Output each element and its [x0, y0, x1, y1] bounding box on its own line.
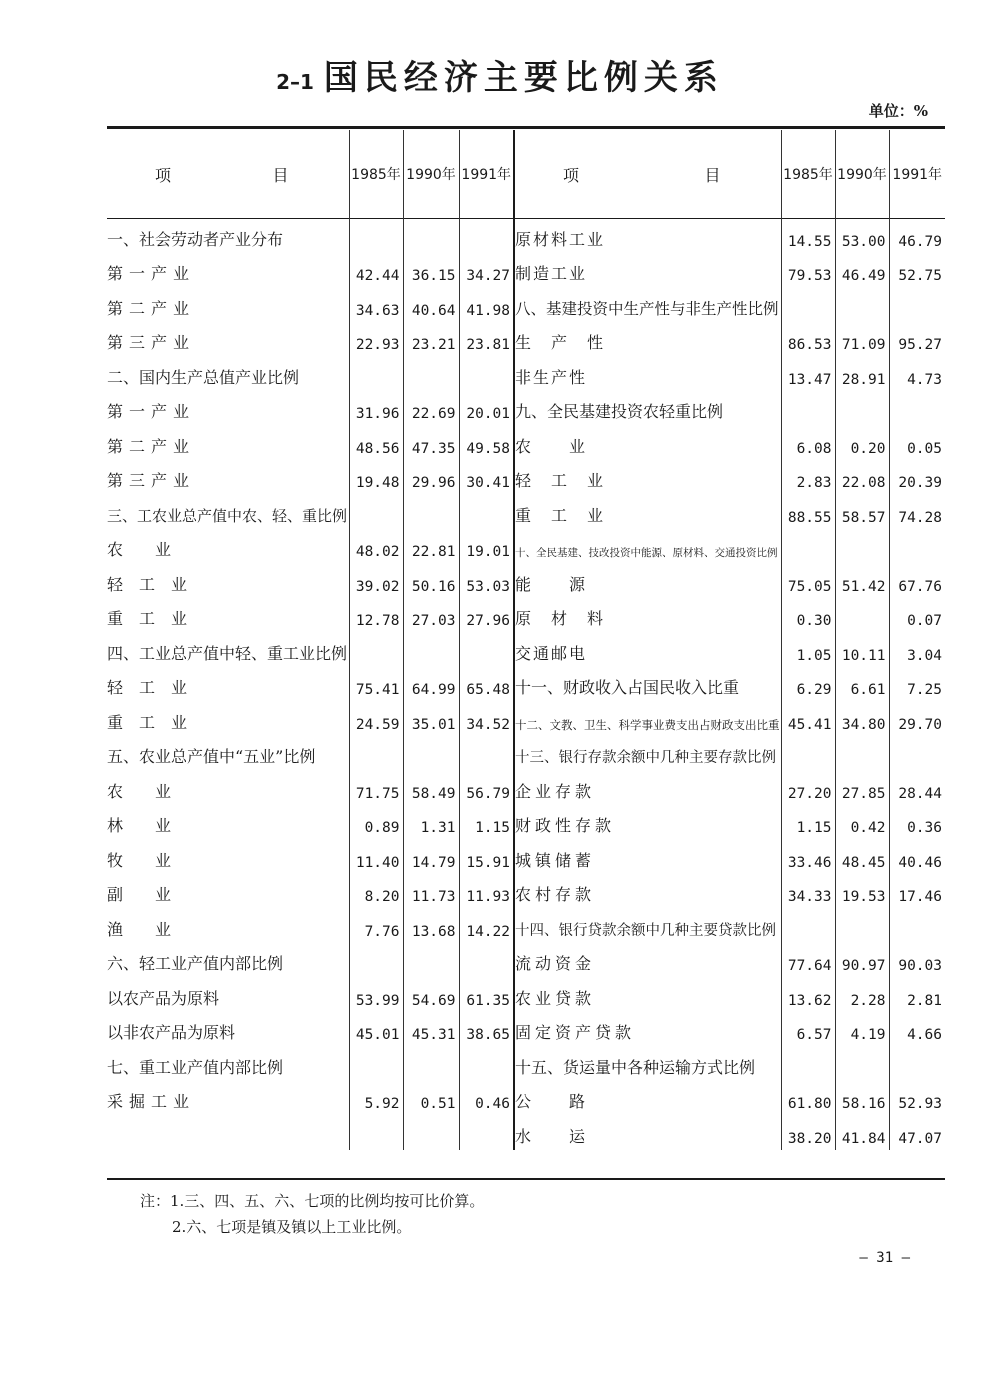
right-item-label: 城镇储蓄 — [514, 839, 781, 874]
footnote: 注：1.三、四、五、六、七项的比例均按可比价算。 — [140, 1192, 485, 1210]
right-value-1991: 74.28 — [898, 509, 942, 526]
left-value-1990: 13.68 — [403, 908, 459, 943]
left-item-label: 牧 业 — [107, 839, 349, 874]
left-item-label: 林 业 — [107, 805, 349, 840]
bottom-rule — [107, 1178, 945, 1180]
left-value-1985 — [349, 736, 403, 771]
right-item-label: 农村存款 — [514, 874, 781, 909]
left-value-1985: 0.89 — [349, 805, 403, 840]
right-value-1985: 13.47 — [781, 356, 835, 391]
right-value-1985: 2.83 — [781, 460, 835, 495]
right-value-1990: 46.49 — [835, 253, 889, 288]
left-item-label: 三、工农业总产值中农、轻、重比例 — [107, 494, 349, 529]
table-row — [107, 874, 945, 909]
right-value-1985: 6.57 — [781, 1012, 835, 1047]
right-item-label: 非生产性 — [514, 356, 781, 391]
right-item-label: 农 业 — [514, 425, 781, 460]
right-value-1985: 33.46 — [781, 839, 835, 874]
right-value-1990: 2.28 — [835, 977, 889, 1012]
left-item-label: 七、重工业产值内部比例 — [107, 1046, 349, 1081]
right-value-1985: 27.20 — [781, 770, 835, 805]
left-value-1990 — [403, 943, 459, 978]
table-number: 2–1 — [276, 70, 314, 94]
right-value-1985 — [781, 529, 835, 564]
right-value-1991: 0.07 — [907, 613, 942, 629]
right-value-1990: 53.00 — [835, 218, 889, 253]
table-title-text: 国民经济主要比例关系 — [323, 58, 724, 98]
table-row — [107, 1115, 945, 1150]
right-value-1991: 47.07 — [898, 1130, 942, 1147]
right-item-label: 轻 工 业 — [514, 460, 781, 495]
left-value-1985: 34.63 — [349, 287, 403, 322]
right-value-1990: 0.42 — [835, 805, 889, 840]
left-item-label: 农 业 — [107, 529, 349, 564]
left-item-label: 重 工 业 — [107, 598, 349, 633]
right-value-1985: 1.05 — [781, 632, 835, 667]
left-item-label: 重 工 业 — [107, 701, 349, 736]
left-value-1990 — [403, 632, 459, 667]
right-value-1990: 51.42 — [835, 563, 889, 598]
right-value-1990: 90.97 — [835, 943, 889, 978]
left-value-1991: 0.46 — [459, 1081, 514, 1116]
table-row — [107, 977, 945, 1012]
page-title — [0, 50, 1000, 99]
left-item-label: 轻 工 业 — [107, 667, 349, 702]
left-value-1985 — [349, 1046, 403, 1081]
left-value-1985: 48.56 — [349, 425, 403, 460]
right-value-1990 — [835, 529, 889, 564]
top-rule — [107, 126, 945, 129]
left-value-1990: 36.15 — [403, 253, 459, 288]
right-value-1991 — [889, 1046, 945, 1081]
left-item-label: 五、农业总产值中“五业”比例 — [107, 736, 349, 771]
left-value-1990: 1.31 — [403, 805, 459, 840]
ratio-table — [107, 130, 945, 1150]
left-value-1990: 22.81 — [403, 529, 459, 564]
left-item-label: 四、工业总产值中轻、重工业比例 — [107, 632, 349, 667]
left-value-1991: 34.52 — [459, 701, 514, 736]
left-value-1990 — [403, 1046, 459, 1081]
left-value-1990: 58.49 — [403, 770, 459, 805]
left-value-1985 — [349, 632, 403, 667]
table-row — [107, 839, 945, 874]
table-row — [107, 943, 945, 978]
right-value-1990 — [835, 391, 889, 426]
right-year-header: 1990年 — [835, 130, 889, 218]
left-value-1985: 75.41 — [349, 667, 403, 702]
right-value-1985: 75.05 — [781, 563, 835, 598]
left-value-1985: 71.75 — [349, 770, 403, 805]
page-number: — 31 — — [859, 1250, 910, 1266]
right-item-label: 十三、银行存款余额中几种主要存款比例 — [514, 736, 781, 771]
table-row — [107, 1012, 945, 1047]
table-row — [107, 425, 945, 460]
right-value-1991 — [889, 391, 945, 426]
left-value-1990: 29.96 — [403, 460, 459, 495]
right-value-1991: 2.81 — [907, 992, 942, 1009]
right-value-1991: 46.79 — [898, 233, 942, 250]
left-value-1991 — [459, 1046, 514, 1081]
right-value-1985: 14.55 — [781, 218, 835, 253]
left-item-label: 渔 业 — [107, 908, 349, 943]
right-value-1990: 6.61 — [835, 667, 889, 702]
left-value-1990: 22.69 — [403, 391, 459, 426]
table-header-row — [107, 130, 945, 218]
table-row — [107, 218, 945, 253]
right-value-1991: 17.46 — [898, 889, 942, 905]
right-value-1991: 4.73 — [907, 371, 942, 388]
left-value-1990 — [403, 736, 459, 771]
right-value-1991: 29.70 — [898, 716, 942, 733]
left-value-1985 — [349, 943, 403, 978]
right-item-header: 项 目 — [514, 130, 781, 218]
right-value-1991: 52.93 — [898, 1096, 942, 1112]
left-value-1991: 38.65 — [459, 1012, 514, 1047]
right-value-1990: 41.84 — [835, 1115, 889, 1150]
table-row — [107, 1046, 945, 1081]
left-value-1985: 12.78 — [349, 598, 403, 633]
right-value-1991: 20.39 — [898, 475, 942, 491]
right-item-label: 九、全民基建投资农轻重比例 — [514, 391, 781, 426]
right-value-1985: 6.08 — [781, 425, 835, 460]
right-item-label: 企业存款 — [514, 770, 781, 805]
right-item-label: 水 运 — [514, 1115, 781, 1150]
left-value-1990: 54.69 — [403, 977, 459, 1012]
left-value-1990 — [403, 494, 459, 529]
left-value-1991: 49.58 — [459, 425, 514, 460]
right-value-1991 — [889, 287, 945, 322]
left-value-1985: 11.40 — [349, 839, 403, 874]
table-row — [107, 1081, 945, 1116]
left-value-1990: 64.99 — [403, 667, 459, 702]
left-value-1991: 15.91 — [459, 839, 514, 874]
left-value-1991 — [459, 1115, 514, 1150]
right-value-1985: 79.53 — [781, 253, 835, 288]
right-item-label: 十、全民基建、技改投资中能源、原材料、交通投资比例 — [514, 529, 781, 564]
right-value-1990: 58.16 — [835, 1081, 889, 1116]
table-row — [107, 701, 945, 736]
left-value-1990 — [403, 1115, 459, 1150]
right-value-1985: 61.80 — [781, 1081, 835, 1116]
left-value-1991 — [459, 494, 514, 529]
right-item-label: 交通邮电 — [514, 632, 781, 667]
left-item-label: 一、社会劳动者产业分布 — [107, 218, 349, 253]
left-value-1990: 40.64 — [403, 287, 459, 322]
right-item-label: 十五、货运量中各种运输方式比例 — [514, 1046, 781, 1081]
left-item-label: 采掘工业 — [107, 1081, 349, 1116]
table-row — [107, 322, 945, 357]
left-year-header: 1990年 — [403, 130, 459, 218]
right-value-1985 — [781, 908, 835, 943]
left-value-1991: 11.93 — [459, 874, 514, 909]
left-value-1991: 61.35 — [459, 977, 514, 1012]
table-row — [107, 356, 945, 391]
table-row — [107, 770, 945, 805]
right-value-1990 — [835, 1046, 889, 1081]
left-year-header: 1991年 — [459, 130, 514, 218]
left-value-1990: 0.51 — [403, 1081, 459, 1116]
left-value-1990: 35.01 — [403, 701, 459, 736]
left-value-1985 — [349, 218, 403, 253]
right-value-1985 — [781, 287, 835, 322]
left-value-1985: 8.20 — [349, 874, 403, 909]
right-item-label: 公 路 — [514, 1081, 781, 1116]
right-value-1985: 13.62 — [781, 977, 835, 1012]
left-item-label: 第二产业 — [107, 425, 349, 460]
right-value-1985: 1.15 — [781, 805, 835, 840]
right-value-1990: 71.09 — [835, 322, 889, 357]
left-value-1990: 50.16 — [403, 563, 459, 598]
left-value-1985: 22.93 — [349, 322, 403, 357]
right-value-1991: 4.66 — [907, 1027, 942, 1043]
left-item-header: 项 目 — [107, 130, 349, 218]
left-value-1985: 53.99 — [349, 977, 403, 1012]
right-item-label: 财政性存款 — [514, 805, 781, 840]
right-value-1990: 28.91 — [835, 356, 889, 391]
left-value-1991 — [459, 218, 514, 253]
left-value-1985: 5.92 — [349, 1081, 403, 1116]
left-value-1990: 45.31 — [403, 1012, 459, 1047]
right-item-label: 十二、文教、卫生、科学事业费支出占财政支出比重 — [514, 701, 781, 736]
right-item-label: 十四、银行贷款余额中几种主要贷款比例 — [514, 908, 781, 943]
left-value-1991: 56.79 — [459, 770, 514, 805]
left-item-label: 第一产业 — [107, 391, 349, 426]
left-value-1991: 34.27 — [459, 253, 514, 288]
right-value-1991: 3.04 — [907, 647, 942, 664]
table-row — [107, 563, 945, 598]
footnote: 2.六、七项是镇及镇以上工业比例。 — [172, 1218, 412, 1236]
left-value-1991: 27.96 — [459, 598, 514, 633]
left-value-1985 — [349, 356, 403, 391]
table-row — [107, 667, 945, 702]
left-value-1991: 23.81 — [459, 322, 514, 357]
right-value-1990: 4.19 — [835, 1012, 889, 1047]
left-item-label: 以非农产品为原料 — [107, 1012, 349, 1047]
table-row — [107, 598, 945, 633]
right-value-1985: 6.29 — [781, 667, 835, 702]
right-item-label: 原材料工业 — [514, 218, 781, 253]
left-item-label: 第二产业 — [107, 287, 349, 322]
right-value-1991 — [889, 908, 945, 943]
right-value-1985: 0.30 — [781, 598, 835, 633]
right-item-label: 重 工 业 — [514, 494, 781, 529]
right-item-label: 八、基建投资中生产性与非生产性比例 — [514, 287, 781, 322]
left-value-1990: 14.79 — [403, 839, 459, 874]
table-row — [107, 391, 945, 426]
left-value-1991 — [459, 943, 514, 978]
right-value-1991: 28.44 — [898, 785, 942, 802]
right-value-1991: 90.03 — [898, 958, 942, 974]
table-row — [107, 529, 945, 564]
left-value-1985: 31.96 — [349, 391, 403, 426]
right-value-1990: 19.53 — [835, 874, 889, 909]
left-value-1985: 39.02 — [349, 563, 403, 598]
left-value-1985: 42.44 — [349, 253, 403, 288]
right-value-1991: 40.46 — [898, 854, 942, 871]
right-year-header: 1985年 — [781, 130, 835, 218]
left-value-1990: 27.03 — [403, 598, 459, 633]
left-item-label: 第三产业 — [107, 460, 349, 495]
left-value-1990: 23.21 — [403, 322, 459, 357]
right-item-label: 制造工业 — [514, 253, 781, 288]
right-item-label: 固定资产贷款 — [514, 1012, 781, 1047]
left-item-label — [107, 1115, 349, 1150]
right-item-label: 十一、财政收入占国民收入比重 — [514, 667, 781, 702]
right-item-label: 能 源 — [514, 563, 781, 598]
right-value-1991 — [889, 529, 945, 564]
right-value-1985 — [781, 1046, 835, 1081]
right-value-1990 — [835, 736, 889, 771]
right-value-1991: 0.05 — [907, 440, 942, 457]
right-value-1985 — [781, 391, 835, 426]
right-value-1990 — [835, 287, 889, 322]
left-value-1991: 14.22 — [459, 908, 514, 943]
right-value-1985: 77.64 — [781, 943, 835, 978]
right-item-label: 生 产 性 — [514, 322, 781, 357]
left-value-1991: 53.03 — [459, 563, 514, 598]
left-value-1990 — [403, 218, 459, 253]
footnotes — [140, 1188, 484, 1240]
left-value-1991 — [459, 356, 514, 391]
right-value-1990: 0.20 — [835, 425, 889, 460]
left-value-1985: 48.02 — [349, 529, 403, 564]
right-value-1990: 34.80 — [835, 701, 889, 736]
left-value-1985 — [349, 1115, 403, 1150]
right-value-1990: 10.11 — [835, 632, 889, 667]
right-value-1990: 27.85 — [835, 770, 889, 805]
right-value-1985: 38.20 — [781, 1115, 835, 1150]
table-row — [107, 736, 945, 771]
right-item-label: 农业贷款 — [514, 977, 781, 1012]
left-item-label: 第一产业 — [107, 253, 349, 288]
left-value-1991 — [459, 736, 514, 771]
left-value-1985: 45.01 — [349, 1012, 403, 1047]
table-row — [107, 805, 945, 840]
right-value-1991: 67.76 — [898, 578, 942, 595]
right-value-1985: 45.41 — [781, 701, 835, 736]
table-row — [107, 460, 945, 495]
table-row — [107, 908, 945, 943]
left-item-label: 第三产业 — [107, 322, 349, 357]
unit-label: 单位：% — [868, 102, 928, 120]
left-item-label: 副 业 — [107, 874, 349, 909]
right-value-1990: 58.57 — [835, 494, 889, 529]
table-row — [107, 287, 945, 322]
right-value-1985: 86.53 — [781, 322, 835, 357]
left-year-header: 1985年 — [349, 130, 403, 218]
left-item-label: 以农产品为原料 — [107, 977, 349, 1012]
right-value-1985: 34.33 — [781, 874, 835, 909]
right-value-1990: 22.08 — [835, 460, 889, 495]
left-value-1990: 47.35 — [403, 425, 459, 460]
left-item-label: 农 业 — [107, 770, 349, 805]
right-item-label: 流动资金 — [514, 943, 781, 978]
left-value-1991: 41.98 — [459, 287, 514, 322]
right-value-1991: 95.27 — [898, 337, 942, 353]
right-value-1985: 88.55 — [781, 494, 835, 529]
table-row — [107, 253, 945, 288]
right-value-1991: 52.75 — [898, 268, 942, 284]
right-year-header: 1991年 — [892, 167, 943, 183]
left-item-label: 轻 工 业 — [107, 563, 349, 598]
right-value-1990 — [835, 598, 889, 633]
left-value-1985: 19.48 — [349, 460, 403, 495]
right-value-1991: 7.25 — [907, 682, 942, 698]
right-value-1990 — [835, 908, 889, 943]
left-value-1985: 7.76 — [349, 908, 403, 943]
right-value-1990: 48.45 — [835, 839, 889, 874]
table-row — [107, 632, 945, 667]
left-value-1991: 1.15 — [459, 805, 514, 840]
right-item-label: 原 材 料 — [514, 598, 781, 633]
left-value-1985 — [349, 494, 403, 529]
left-value-1991: 30.41 — [459, 460, 514, 495]
left-value-1991: 65.48 — [459, 667, 514, 702]
left-value-1991: 20.01 — [459, 391, 514, 426]
left-item-label: 六、轻工业产值内部比例 — [107, 943, 349, 978]
right-value-1991: 0.36 — [907, 820, 942, 836]
left-value-1990: 11.73 — [403, 874, 459, 909]
right-value-1991 — [889, 736, 945, 771]
left-value-1985: 24.59 — [349, 701, 403, 736]
right-value-1985 — [781, 736, 835, 771]
left-value-1991: 19.01 — [459, 529, 514, 564]
left-item-label: 二、国内生产总值产业比例 — [107, 356, 349, 391]
table-row — [107, 494, 945, 529]
left-value-1990 — [403, 356, 459, 391]
left-value-1991 — [459, 632, 514, 667]
